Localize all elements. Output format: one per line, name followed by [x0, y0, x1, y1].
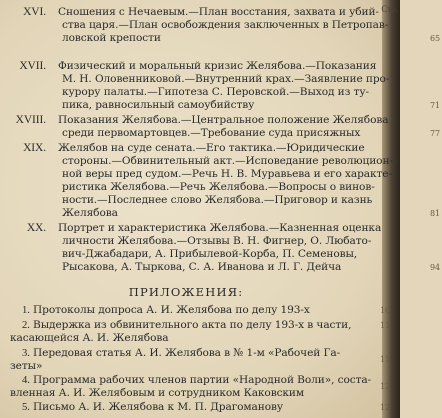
chapter-line: Желябов на суде сената.—Его тактика.—Юридические [58, 142, 365, 154]
chapter-line: Показания Желябова.—Центральное положение Желябова [58, 114, 389, 126]
appendix-line [8, 374, 372, 387]
appendix-item-4 [0, 374, 390, 400]
chapter-line: среди первомартовцев.—Требование суда присяжных [62, 127, 361, 139]
chapter-number: XX. [26, 222, 46, 234]
chapter-line: Сношения с Нечаевым.—План восстания, захвата и убий- [58, 6, 379, 18]
toc-entry-xvi [0, 6, 440, 45]
toc-entry-xx [0, 222, 440, 274]
chapter-line: курору палаты.—Гипотеза С. Перовской.—Выход из ту- [62, 86, 369, 98]
chapter-line: ловской крепости [62, 32, 161, 44]
page-number: 94 [430, 263, 440, 272]
page-number: 12 [380, 382, 390, 391]
appendix-item-3 [0, 347, 390, 373]
page-number: 65 [430, 34, 440, 43]
chapter-line: личности Желябова.—Отзывы В. Н. Фигнер, О. Любато- [62, 235, 372, 247]
page-number: 71 [430, 101, 440, 110]
chapter-line: М. Н. Оловенниковой.—Внутренний крах.—Заявление про- [62, 73, 390, 85]
page-number: 12 [380, 403, 390, 412]
chapter-line: ства царя.—План освобождения заключенных в Петропав- [62, 19, 389, 31]
appendix-item-2 [0, 319, 390, 345]
appendix-number: 2. [22, 320, 30, 331]
chapter-line: Портрет и характеристика Желябова.—Казненная оценка [58, 222, 382, 234]
chapter-line: ности.—Последнее слово Желябова.—Приговор и казнь [62, 194, 373, 206]
chapter-line: ристика Желябова.—Речь Желябова.—Вопросы о винов- [62, 181, 375, 193]
appendix-item-5 [0, 401, 390, 414]
chapter-line: стороны.—Обвинительный акт.—Исповедание революцион- [62, 155, 393, 167]
toc-entry-xvii [0, 60, 440, 112]
appendix-text: Программа рабочих членов партии «Народной Воли», соста- [33, 374, 372, 386]
appendix-line [8, 347, 372, 360]
page-number: 77 [430, 129, 440, 138]
chapter-line: Рысакова, А. Тыркова, С. А. Иванова и Л. Г. Дейча [62, 261, 342, 273]
appendix-text: Передовая статья А. И. Желябова в № 1-м «Рабочей Га- [33, 347, 341, 359]
appendix-number: 1. [22, 305, 30, 316]
page-number: 11 [380, 321, 390, 330]
chapter-number: XVIII. [15, 114, 46, 126]
chapter-line: пика, равносильный самоубийству [62, 99, 255, 111]
toc-entry-xix [0, 142, 440, 220]
appendix-item-1 [0, 304, 390, 317]
chapter-number: XVI. [23, 6, 46, 18]
page-number: 11 [380, 355, 390, 364]
appendix-heading: ПРИЛОЖЕНИЯ: [128, 285, 244, 299]
appendix-text: Протоколы допроса А. И. Желябова по делу 193-х [33, 304, 310, 316]
appendix-text: Выдержка из обвинительного акта по делу 193-х в части, [33, 319, 352, 331]
appendix-line: вленная А. И. Желябовым и сотрудником Каковским [10, 387, 305, 399]
appendix-number: 3. [22, 348, 30, 359]
chapter-number: XIX. [23, 142, 46, 154]
chapter-line: Физический и моральный кризис Желябова.—Показания [58, 60, 377, 72]
appendix-line [8, 401, 372, 414]
page-number: 81 [430, 209, 440, 218]
appendix-line: зеты» [10, 360, 43, 372]
chapter-number: XVII. [19, 60, 46, 72]
toc-entry-xviii [0, 114, 440, 140]
page-number: 10 [380, 306, 390, 315]
appendix-line [8, 319, 372, 332]
appendix-number: 4. [22, 375, 30, 386]
chapter-line: Желябова [62, 207, 118, 219]
chapter-line: ной веры пред судом.—Речь Н. В. Муравьева и его характе- [62, 168, 392, 180]
appendix-line [8, 304, 372, 317]
page-column-label: Стр. [381, 4, 398, 14]
appendix-line: касающейся А. И. Желябова [10, 332, 169, 344]
appendix-number: 5. [22, 402, 30, 413]
appendix-text: Письмо А. И. Желябова к М. П. Драгоманову [33, 401, 284, 413]
chapter-line: вич-Джабадари, А. Прибылевой-Корба, П. Семеновы, [62, 248, 358, 260]
